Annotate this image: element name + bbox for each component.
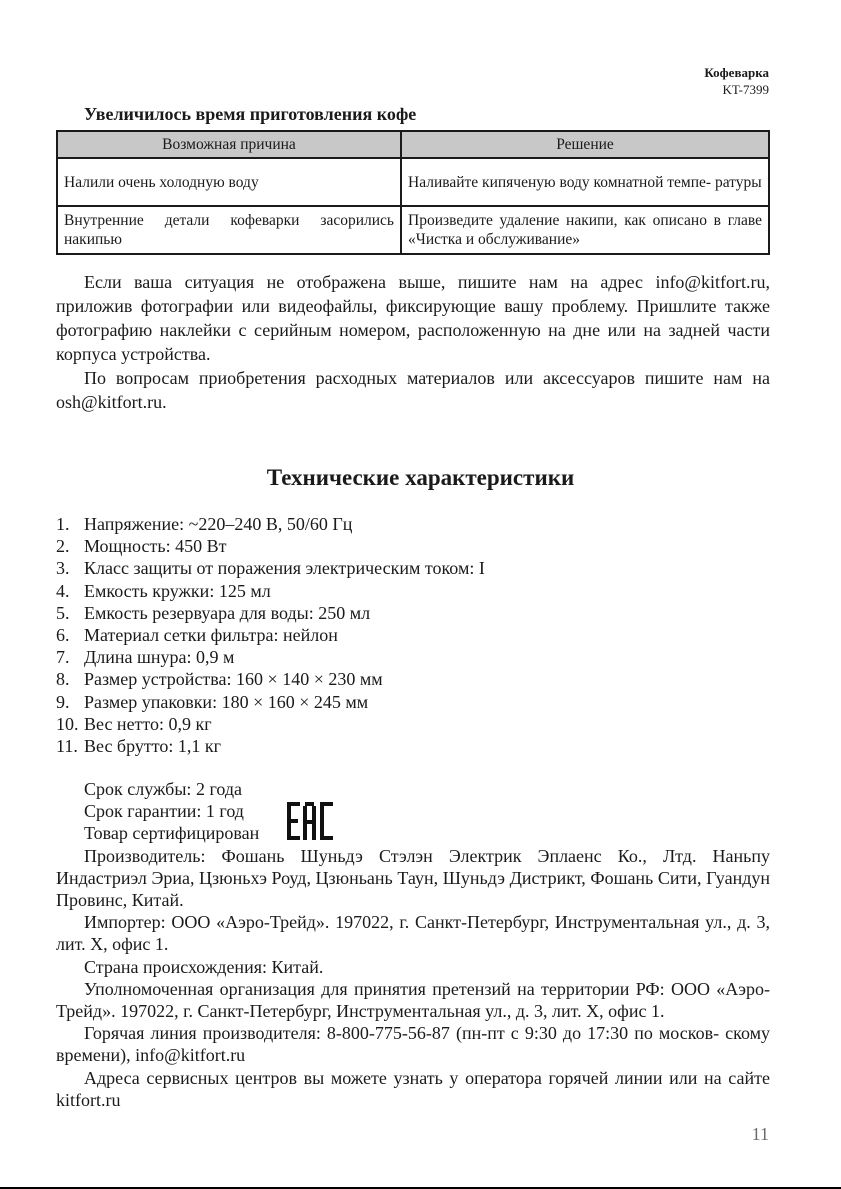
section-title: Увеличилось время приготовления кофе [84,104,417,124]
list-item: 7. Длина шнура: 0,9 м [56,647,235,668]
service-centers: Адреса сервисных центров вы можете узнать у оператора горячей линии или на сайте kitfort.ru [56,1067,770,1110]
supplies-paragraph: По вопросам приобретения расходных материалов или аксессуаров пишите нам на osh@kitfort.ru. [56,368,770,412]
table-cell-cause: Внутренние детали кофеварки засорились накипью [57,206,401,254]
table-header-cause: Возможная причина [57,131,401,158]
table-row [57,206,769,254]
page-header [704,64,769,98]
list-item: 8. Размер устройства: 160 × 140 × 230 мм [56,669,383,690]
list-item: 4. Емкость кружки: 125 мл [56,580,271,601]
service-life: Срок службы: 2 года [84,779,243,799]
table-header-row [57,131,769,158]
list-item: 10. Вес нетто: 0,9 кг [56,713,212,734]
hotline: Горячая линия производителя: 8-800-775-56-87 (пн-пт с 9:30 до 17:30 по москов- скому времени), info@kitfort.ru [56,1023,770,1066]
contact-paragraphs [56,270,770,414]
list-item: 5. Емкость резервуара для воды: 250 мл [56,602,371,623]
eac-logo-icon [287,802,333,840]
header-product: Кофеварка [704,65,769,80]
table-header-solution: Решение [401,131,769,158]
list-item: 1. Напряжение: ~220–240 В, 50/60 Гц [56,514,353,534]
list-item: 11. Вес брутто: 1,1 кг [56,736,221,757]
tech-specs-list [56,513,485,757]
list-item: 2. Мощность: 450 Вт [56,536,227,557]
table-cell-solution: Произведите удаление накипи, как описано в главе «Чистка и обслуживание» [401,206,769,254]
table-row [57,158,769,206]
contact-paragraph: Если ваша ситуация не отображена выше, пишите нам на адрес info@kitfort.ru, приложив фотографии или видеофайлы, фиксирующие вашу проблему. Пришлите также фотографию наклейки с серийным номером, расположенную на дне или на задней части корпуса устройства. [56,272,770,364]
importer: Импортер: ООО «Аэро-Трейд». 197022, г. Санкт-Петербург, Инструментальная ул., д. 3, лит. Х, офис 1. [56,912,770,955]
table-cell-solution: Наливайте кипяченую воду комнатной темпе- ратуры [401,158,769,206]
list-item: 9. Размер упаковки: 180 × 160 × 245 мм [56,691,369,712]
page-number: 11 [751,1124,769,1144]
warranty: Срок гарантии: 1 год [84,801,244,822]
header-model: KT-7399 [722,82,769,97]
product-info [56,778,770,1111]
troubleshooting-table [56,130,770,255]
manufacturer: Производитель: Фошань Шуньдэ Стэлэн Электрик Эплаенс Ко., Лтд. Наньпу Индастриэл Эриа, Цзюньхэ Роуд, Цзюньань Таун, Шуньдэ Дистрикт, Фошань Сити, Гуандун Провинс, Китай. [56,845,770,911]
country-of-origin: Страна происхождения: Китай. [84,956,324,977]
tech-specs-title: Технические характеристики [266,465,575,490]
certified: Товар сертифицирован [84,823,260,844]
list-item: 6. Материал сетки фильтра: нейлон [56,625,338,646]
list-item: 3. Класс защиты от поражения электрическим током: I [56,558,485,579]
authorized-organization: Уполномоченная организация для принятия претензий на территории РФ: ООО «Аэро-Трейд». 197022, г. Санкт-Петербург, Инструментальная ул., д. 3, лит. Х, офис 1. [56,978,770,1022]
table-cell-cause: Налили очень холодную воду [57,158,401,206]
